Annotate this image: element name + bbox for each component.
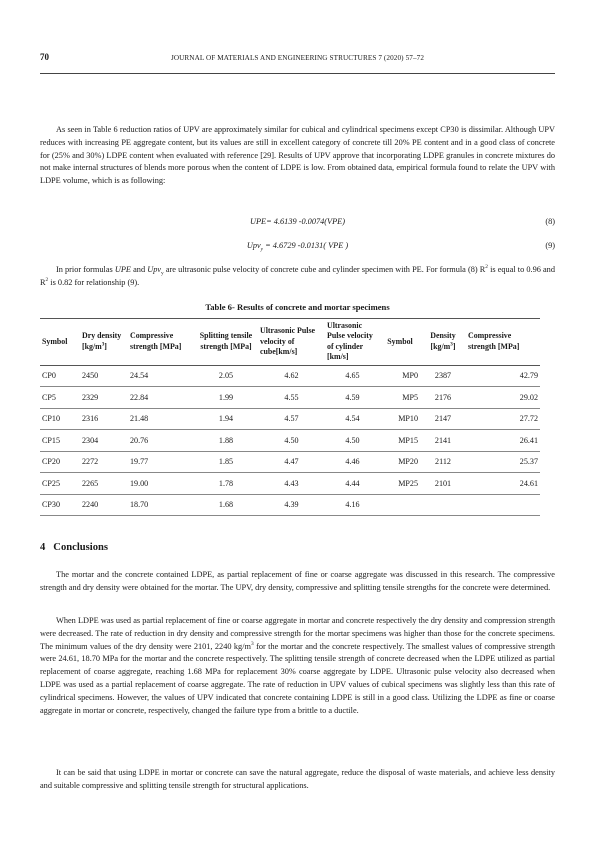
cell-compressive: 19.77 [128, 451, 194, 473]
header-dry-density-end: ] [104, 341, 107, 351]
equation-9-expression [40, 239, 555, 252]
cell-splitting: 1.94 [194, 408, 258, 430]
header-dry-density-text: Dry density [kg/m [82, 331, 122, 351]
equation-8-rhs: = 4.6139 -0.0074(VPE) [266, 217, 345, 226]
cell-dry-density: 2240 [80, 494, 128, 516]
cell-mortar-compressive: 25.37 [466, 451, 540, 473]
header-density-sup: 3 [450, 341, 453, 348]
cell-density: 2387 [420, 365, 466, 387]
equation-9-number: (9) [545, 241, 555, 250]
cell-mortar-symbol: MP15 [380, 430, 420, 452]
cell-dry-density: 2316 [80, 408, 128, 430]
table-body [40, 365, 540, 516]
explanation-text-b: and [131, 265, 148, 274]
conclusions-p2-sup: 3 [250, 640, 254, 647]
header-symbol-mortar: Symbol [380, 319, 420, 366]
section-title: Conclusions [53, 542, 109, 553]
explanation-var-upe: UPE [114, 265, 132, 274]
cell-upv-cylinder: 4.46 [325, 451, 380, 473]
conclusions-paragraph-1: The mortar and the concrete contained LDPE, as partial replacement of fine or coarse aggregate was discussed in this research. The compressive strength and dry density were obtained for the mortar. The UPV, dry density, compressive and splitting tensile strengths for the concrete were determined. [40, 570, 555, 592]
equation-8 [40, 215, 555, 228]
table-row [40, 473, 540, 495]
cell-dry-density: 2304 [80, 430, 128, 452]
header-splitting-tensile: Splitting tensile strength [MPa] [194, 319, 258, 366]
explanation-text-d: is equal to 0.96 and R [40, 265, 555, 287]
cell-upv-cylinder: 4.65 [325, 365, 380, 387]
cell-upv-cylinder: 4.54 [325, 408, 380, 430]
cell-compressive: 24.54 [128, 365, 194, 387]
cell-mortar-compressive: 29.02 [466, 387, 540, 409]
cell-mortar-symbol: MP20 [380, 451, 420, 473]
header-density-end: ] [452, 341, 456, 351]
cell-splitting: 1.88 [194, 430, 258, 452]
header-dry-density-sup: 3 [101, 341, 105, 348]
conclusions-p2-text-a: When LDPE was used as partial replacement of fine or coarse aggregate in mortar and concrete respectively the dry density and compression strength were decreased. The rate of reduction in dry density and compressive strength for the mortar specimens was higher than those for the concrete specimens. The minimum values of the dry density were 2101, 2240 kg/m [40, 616, 555, 651]
intro-paragraph: As seen in Table 6 reduction ratios of UPV are approximately similar for cubical and cylindrical specimens except CP30 is dissimilar. Although UPV reduces with increasing PE aggregate content, but its values are still in excellent category of concrete till 20% PE content and in a good class of concrete for (25% and 30%) LDPE content when evaluated with reference [29]. Results of UPV approve that incorporating LDPE granules in concrete mixtures do not make internal structures of blends more porous when the content of LDPE is low. From obtained data, empirical formula found to relate the UPV with LDPE volume, which is as following: [40, 125, 555, 186]
cell-upv-cube: 4.39 [258, 494, 325, 516]
cell-symbol: CP30 [40, 494, 80, 516]
explanation-sup-1: 2 [485, 264, 488, 271]
cell-upv-cylinder: 4.44 [325, 473, 380, 495]
cell-splitting: 2.05 [194, 365, 258, 387]
explanation-text-e: is 0.82 for relationship (9). [48, 277, 140, 287]
table-header-row [40, 319, 540, 366]
section-heading [40, 542, 108, 553]
conclusions-paragraph-3: It can be said that using LDPE in mortar or concrete can save the natural aggregate, reduce the disposal of waste materials, and achieve less density and suitable compressive and splitting tensile strength for structural applications. [40, 768, 555, 790]
cell-symbol: CP10 [40, 408, 80, 430]
cell-splitting: 1.68 [194, 494, 258, 516]
cell-upv-cube: 4.62 [258, 365, 325, 387]
header-density [420, 319, 466, 366]
cell-density [420, 494, 466, 516]
conclusions-p2-text-b: for the mortar and the concrete respectively. The smallest values of compressive strength were 24.61, 18.70 MPa for the mortar and the concrete respectively. The splitting tensile strength of concrete decreased when the LDPE utilized as partial replacement of coarse aggregate, reaching 1.68 MPa for replacement 30% coarse aggregate by LDPE. Ultrasonic pulse velocity also decreased when LDPE was used as a partial replacement of coarse aggregate. The rate of reduction in UPV values of cubical specimens was slightly less than this rate of cylindrical specimens. However, the values of UPV indicated that concrete containing LDPE is still in a good class. Utilizing the LDPE as fine or coarse aggregate in mortar or concrete, respectively, changed the failure type from a brittle to a ductile. [40, 641, 555, 715]
explanation-text-c: are ultrasonic pulse velocity of concrete cube and cylinder specimen with PE. For formula (8) R [163, 265, 486, 274]
cell-dry-density: 2265 [80, 473, 128, 495]
header-rule [40, 73, 555, 74]
results-table [40, 318, 540, 516]
equation-9-sub: y [260, 246, 264, 253]
equation-9-rhs: = 4.6729 -0.0131( VPE ) [263, 241, 349, 250]
table-row [40, 494, 540, 516]
cell-mortar-symbol: MP0 [380, 365, 420, 387]
formula-explanation-paragraph [40, 264, 555, 290]
cell-mortar-compressive [466, 494, 540, 516]
cell-compressive: 18.70 [128, 494, 194, 516]
cell-compressive: 21.48 [128, 408, 194, 430]
cell-dry-density: 2450 [80, 365, 128, 387]
cell-mortar-compressive: 24.61 [466, 473, 540, 495]
cell-symbol: CP25 [40, 473, 80, 495]
cell-density: 2176 [420, 387, 466, 409]
cell-upv-cube: 4.55 [258, 387, 325, 409]
cell-symbol: CP15 [40, 430, 80, 452]
cell-density: 2141 [420, 430, 466, 452]
cell-compressive: 20.76 [128, 430, 194, 452]
journal-name: JOURNAL OF MATERIALS AND ENGINEERING STRUCTURES 7 (2020) 57–72 [170, 54, 425, 62]
cell-mortar-symbol: MP5 [380, 387, 420, 409]
cell-mortar-compressive: 42.79 [466, 365, 540, 387]
table-row [40, 387, 540, 409]
table-row [40, 365, 540, 387]
equation-8-expression [40, 215, 555, 228]
cell-upv-cube: 4.50 [258, 430, 325, 452]
cell-splitting: 1.99 [194, 387, 258, 409]
equation-9-lhs: Upv [246, 241, 261, 250]
cell-upv-cube: 4.47 [258, 451, 325, 473]
cell-mortar-compressive: 27.72 [466, 408, 540, 430]
cell-mortar-symbol [380, 494, 420, 516]
section-number: 4 [40, 542, 46, 553]
cell-symbol: CP0 [40, 365, 80, 387]
page-number: 70 [40, 52, 49, 62]
cell-symbol: CP20 [40, 451, 80, 473]
explanation-text-a: In prior formulas [56, 265, 115, 274]
header-compressive-strength: Compressive strength [MPa] [128, 319, 194, 366]
cell-splitting: 1.85 [194, 451, 258, 473]
explanation-sup-2: 2 [45, 277, 49, 284]
cell-density: 2147 [420, 408, 466, 430]
table-row [40, 408, 540, 430]
equation-9 [40, 239, 555, 252]
cell-dry-density: 2272 [80, 451, 128, 473]
cell-density: 2101 [420, 473, 466, 495]
cell-upv-cylinder: 4.16 [325, 494, 380, 516]
cell-splitting: 1.78 [194, 473, 258, 495]
equation-8-number: (8) [545, 217, 555, 226]
equation-8-lhs: UPE [249, 217, 267, 226]
cell-compressive: 19.00 [128, 473, 194, 495]
explanation-var-upv-sub: y [161, 270, 164, 277]
header-upv-cylinder: Ultrasonic Pulse velocity of cylinder [km/s] [325, 319, 380, 366]
header-upv-cube: Ultrasonic Pulse velocity of cube[km/s] [258, 319, 325, 366]
explanation-var-upv: Upv [147, 265, 162, 274]
cell-density: 2112 [420, 451, 466, 473]
header-density-text: Density [kg/m [430, 331, 456, 351]
cell-compressive: 22.84 [128, 387, 194, 409]
cell-upv-cube: 4.57 [258, 408, 325, 430]
header-mortar-compressive: Compressive strength [MPa] [466, 319, 540, 366]
conclusions-paragraph-2 [40, 615, 555, 717]
cell-mortar-symbol: MP10 [380, 408, 420, 430]
header-symbol: Symbol [40, 319, 80, 366]
cell-upv-cube: 4.43 [258, 473, 325, 495]
cell-upv-cylinder: 4.59 [325, 387, 380, 409]
cell-symbol: CP5 [40, 387, 80, 409]
cell-mortar-symbol: MP25 [380, 473, 420, 495]
cell-mortar-compressive: 26.41 [466, 430, 540, 452]
header-dry-density [80, 319, 128, 366]
cell-upv-cylinder: 4.50 [325, 430, 380, 452]
table-caption: Table 6- Results of concrete and mortar specimens [205, 302, 390, 312]
table-row [40, 451, 540, 473]
cell-dry-density: 2329 [80, 387, 128, 409]
table-row [40, 430, 540, 452]
page-header [40, 52, 555, 68]
